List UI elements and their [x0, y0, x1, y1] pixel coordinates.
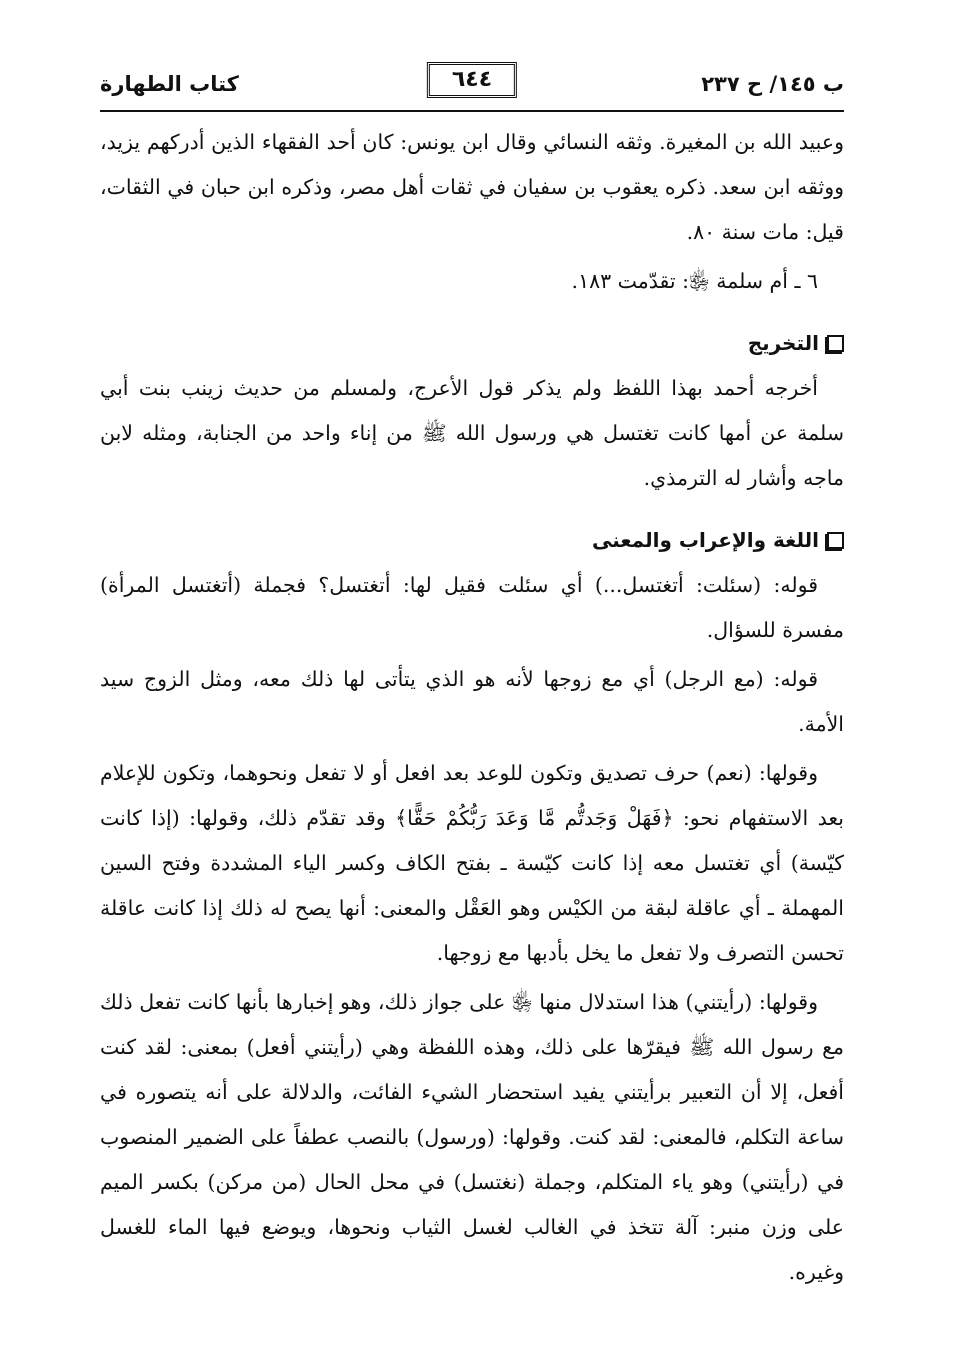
commentary-paragraph: قوله: (مع الرجل) أي مع زوجها لأنه هو الذي يتأتى لها ذلك معه، ومثل الزوج سيد الأمة.	[100, 667, 844, 736]
square-bullet-icon	[827, 532, 844, 549]
book-title: كتاب الطهارة	[100, 72, 239, 96]
hadith-reference: ب ١٤٥/ ح ٢٣٧	[701, 72, 844, 96]
narrator-bio-paragraph: وعبيد الله بن المغيرة. وثقه النسائي وقال ابن يونس: كان أحد الفقهاء الذين أدركهم يزيد، ووثقه ابن سعد. ذكره يعقوب بن سفيان في ثقات أهل مصر، وذكره ابن حبان في الثقات، قيل: مات سنة ٨٠.	[100, 130, 844, 244]
section-heading-text: اللغة والإعراب والمعنى	[591, 528, 819, 552]
section-heading-lugha	[100, 521, 844, 559]
section-heading-takhrij	[100, 324, 844, 362]
takhrij-paragraph: أخرجه أحمد بهذا اللفظ ولم يذكر قول الأعرج، ولمسلم من حديث زينب بنت أبي سلمة عن أمها كانت تغتسل هي ورسول الله ﷺ من إناء واحد من الجنابة، ومثله لابن ماجه وأشار له الترمذي.	[100, 376, 844, 490]
commentary-paragraph: وقولها: (رأيتني) هذا استدلال منها ﵂ على جواز ذلك، وهو إخبارها بأنها كانت تفعل ذلك مع رسول الله ﷺ فيقرّها على ذلك، وهذه اللفظة وهي (رأيتني أفعل) بمعنى: لقد كنت أفعل، إلا أن التعبير برأيتني يفيد استحضار الشيء الفائت، والدلالة على أنه يتصوره في ساعة التكلم، فالمعنى: لقد كنت. وقولها: (ورسول) بالنصب عطفاً على الضمير المنصوب في (رأيتني) وهو ياء المتكلم، وجملة (نغتسل) في محل الحال (من مركن) بكسر الميم على وزن منبر: آلة تتخذ في الغالب لغسل الثياب ونحوها، ويوضع فيها الماء للغسل وغيره.	[100, 990, 844, 1284]
commentary-paragraph: قوله: (سئلت: أتغتسل...) أي سئلت فقيل لها: أتغتسل؟ فجملة (أتغتسل المرأة) مفسرة للسؤال.	[100, 573, 844, 642]
page-header	[100, 60, 844, 108]
narrator-entry: ٦ ـ أم سلمة ﵂: تقدّمت ١٨٣.	[571, 269, 818, 293]
section-heading-text: التخريج	[747, 331, 819, 355]
square-bullet-icon	[827, 335, 844, 352]
header-rule	[100, 110, 844, 112]
commentary-paragraph: وقولها: (نعم) حرف تصديق وتكون للوعد بعد افعل أو لا تفعل ونحوهما، وتكون للإعلام بعد الاستفهام نحو: ﴿فَهَلْ وَجَدتُّم مَّا وَعَدَ رَبُّكُمْ حَقًّا﴾ وقد تقدّم ذلك، وقولها: (إذا كانت كيّسة) أي تغتسل معه إذا كانت كيّسة ـ بفتح الكاف وكسر الياء المشددة وفتح السين المهملة ـ أي عاقلة لبقة من الكيْس وهو العَقْل والمعنى: أنها يصح له ذلك إذا كانت عاقلة تحسن التصرف ولا تفعل ما يخل بأدبها مع زوجها.	[100, 761, 844, 965]
page-number: ٦٤٤	[427, 62, 517, 98]
book-page	[100, 60, 844, 1295]
